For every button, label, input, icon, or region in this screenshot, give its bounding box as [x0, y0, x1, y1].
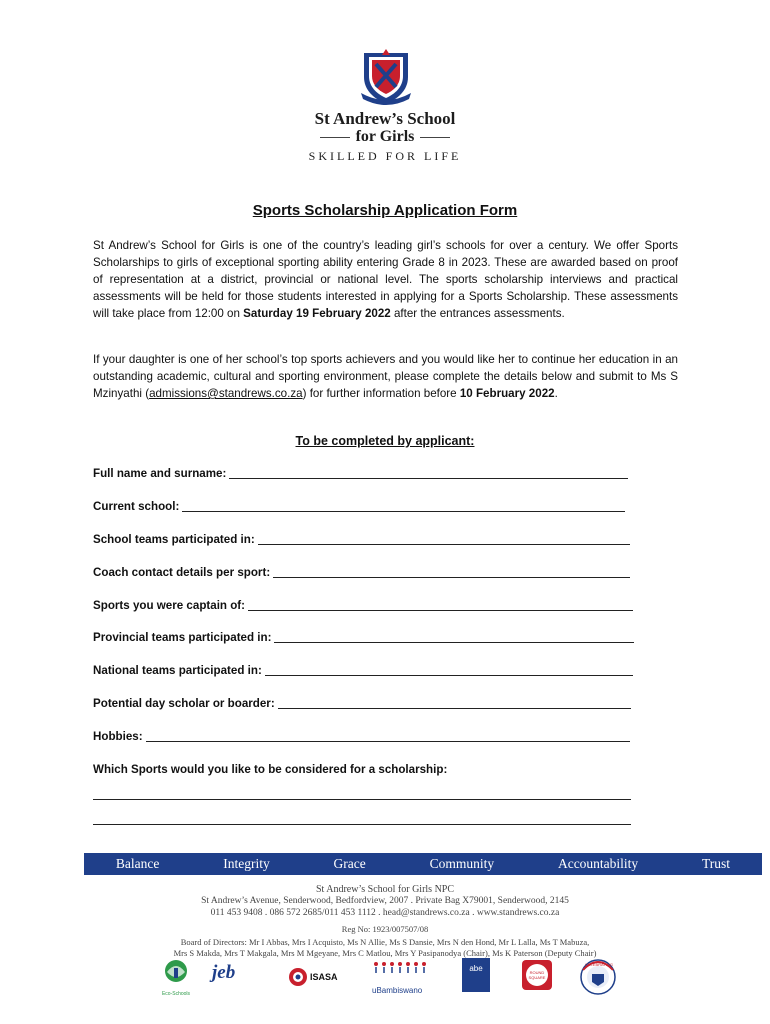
round-square-circle [526, 964, 548, 986]
jeb-logo: jeb [212, 962, 236, 983]
field-colon: : [266, 566, 271, 579]
field-input-line[interactable] [265, 663, 633, 676]
footer-contact: 011 453 9408 . 086 572 2685/011 453 1112 . head@standrews.co.za . www.standrews.co.za [210, 908, 560, 918]
field-label: Full name and surname [93, 467, 223, 480]
abe-logo: abe [462, 958, 490, 992]
field-input-line[interactable] [248, 598, 633, 611]
celebrating-anniversary-logo [578, 958, 618, 996]
school-crest-logo [355, 47, 417, 109]
field-coach-contact[interactable] [93, 565, 630, 581]
field-colon: : [257, 664, 262, 677]
p1-end: after the entrances assessments. [390, 307, 565, 320]
isasa-logo [288, 962, 348, 992]
school-name-line1: St Andrew’s School [314, 109, 456, 128]
p2-deadline: 10 February 2022 [459, 387, 555, 400]
p1-text: St Andrew’s School for Girls is one of the country’s leading girl’s schools for over a century. We offer Sports Scholarships to girls of exceptional sporting ability entering Grade 8 in 2023. These are awarded based on proof of representation at a district, provincial or national level. The sports scholarship interviews and practical assessments will be held for those students interested in applying for a Sports Scholarship. These assessments will take place from 12:00 on [93, 239, 678, 320]
divider [420, 137, 450, 138]
admissions-email-link[interactable]: admissions@standrews.co.za [149, 387, 303, 400]
p2-text: If your daughter is one of her school’s top sports achievers and you would like her to continue her education in an outstanding academic, cultural and sporting environment, please complete the details below and submit to Ms S Mzinyathi ( [93, 353, 678, 400]
field-colon: : [138, 730, 143, 743]
footer-board-2: Mrs S Makda, Mrs T Makgala, Mrs M Mgeyane, Mrs C Matlou, Mrs Y Pasipanodya (Chair), Ms K Paterson (Deputy Chair) [173, 948, 597, 958]
field-input-line[interactable] [274, 630, 634, 643]
field-label: Current school [93, 500, 176, 513]
value-accountability: Accountability [557, 856, 639, 871]
field-national-teams[interactable] [93, 663, 633, 679]
isasa-text: ISASA [310, 972, 338, 982]
field-label: Coach contact details per sport [93, 566, 267, 579]
field-colon: : [222, 467, 227, 480]
school-name-line2-text: for Girls [355, 128, 415, 145]
field-input-line[interactable] [229, 466, 628, 479]
field-current-school[interactable] [93, 499, 625, 515]
field-colon: : [175, 500, 180, 513]
field-input-line[interactable] [278, 696, 631, 709]
value-balance: Balance [115, 856, 160, 871]
field-input-line[interactable] [273, 565, 630, 578]
p1-date: Saturday 19 February 2022 [243, 307, 391, 320]
field-input-line[interactable] [146, 729, 630, 742]
affiliation-logos [150, 958, 630, 998]
field-label: Provincial teams participated in [93, 631, 268, 644]
value-grace: Grace [333, 856, 366, 871]
field-hobbies[interactable] [93, 729, 630, 745]
field-captain-of[interactable] [93, 598, 633, 614]
footer-board-1: Board of Directors: Mr I Abbas, Mrs I Acquisto, Ms N Allie, Ms S Dansie, Mrs N den Hond, Mr L Lalla, Ms T Mabuza, [180, 937, 590, 947]
eco-schools-text: Eco-Schools [161, 991, 191, 997]
scholarship-sports-question: Which Sports would you like to be considered for a scholarship: [93, 763, 448, 776]
value-trust: Trust [702, 856, 731, 871]
field-full-name[interactable] [93, 466, 628, 482]
field-label: Sports you were captain of [93, 599, 242, 612]
divider [320, 137, 350, 138]
field-label: Hobbies [93, 730, 139, 743]
p2-end: . [554, 387, 558, 400]
value-community: Community [429, 856, 495, 871]
intro-paragraph-2 [93, 351, 678, 402]
field-provincial-teams[interactable] [93, 630, 634, 646]
celebrating-text: CELEBRATING [585, 962, 613, 967]
values-band [84, 853, 762, 875]
answer-line-1[interactable] [93, 798, 631, 800]
footer-reg-no: Reg No: 1923/007507/08 [341, 924, 429, 934]
ubambiswano-text: uBambiswano [372, 986, 423, 995]
field-day-or-boarder[interactable] [93, 696, 631, 712]
ubambiswano-logo [372, 960, 440, 994]
field-label: School teams participated in: [93, 533, 255, 546]
field-colon: : [267, 631, 272, 644]
p2-mid: ) for further information before [302, 387, 460, 400]
field-label: National teams participated in [93, 664, 258, 677]
round-square-text: ROUND SQUARE [528, 970, 546, 980]
applicant-section-title: To be completed by applicant: [295, 434, 475, 448]
field-input-line[interactable] [258, 532, 630, 545]
field-colon: : [270, 697, 275, 710]
value-integrity: Integrity [223, 856, 270, 871]
answer-line-2[interactable] [93, 823, 631, 825]
school-tagline: SKILLED FOR LIFE [308, 149, 462, 163]
round-square-logo [522, 960, 552, 990]
eco-schools-logo [158, 958, 194, 997]
intro-paragraph-1 [93, 237, 678, 322]
field-label: Potential day scholar or boarder [93, 697, 271, 710]
field-colon: : [241, 599, 246, 612]
footer-address: St Andrew’s Avenue, Senderwood, Bedfordview, 2007 . Private Bag X79001, Senderwood, 2145 [201, 896, 569, 906]
field-input-line[interactable] [182, 499, 625, 512]
school-name-line2 [0, 128, 770, 146]
form-title: Sports Scholarship Application Form [252, 202, 518, 219]
field-school-teams[interactable] [93, 532, 630, 548]
footer-company: St Andrew’s School for Girls NPC [315, 884, 455, 895]
